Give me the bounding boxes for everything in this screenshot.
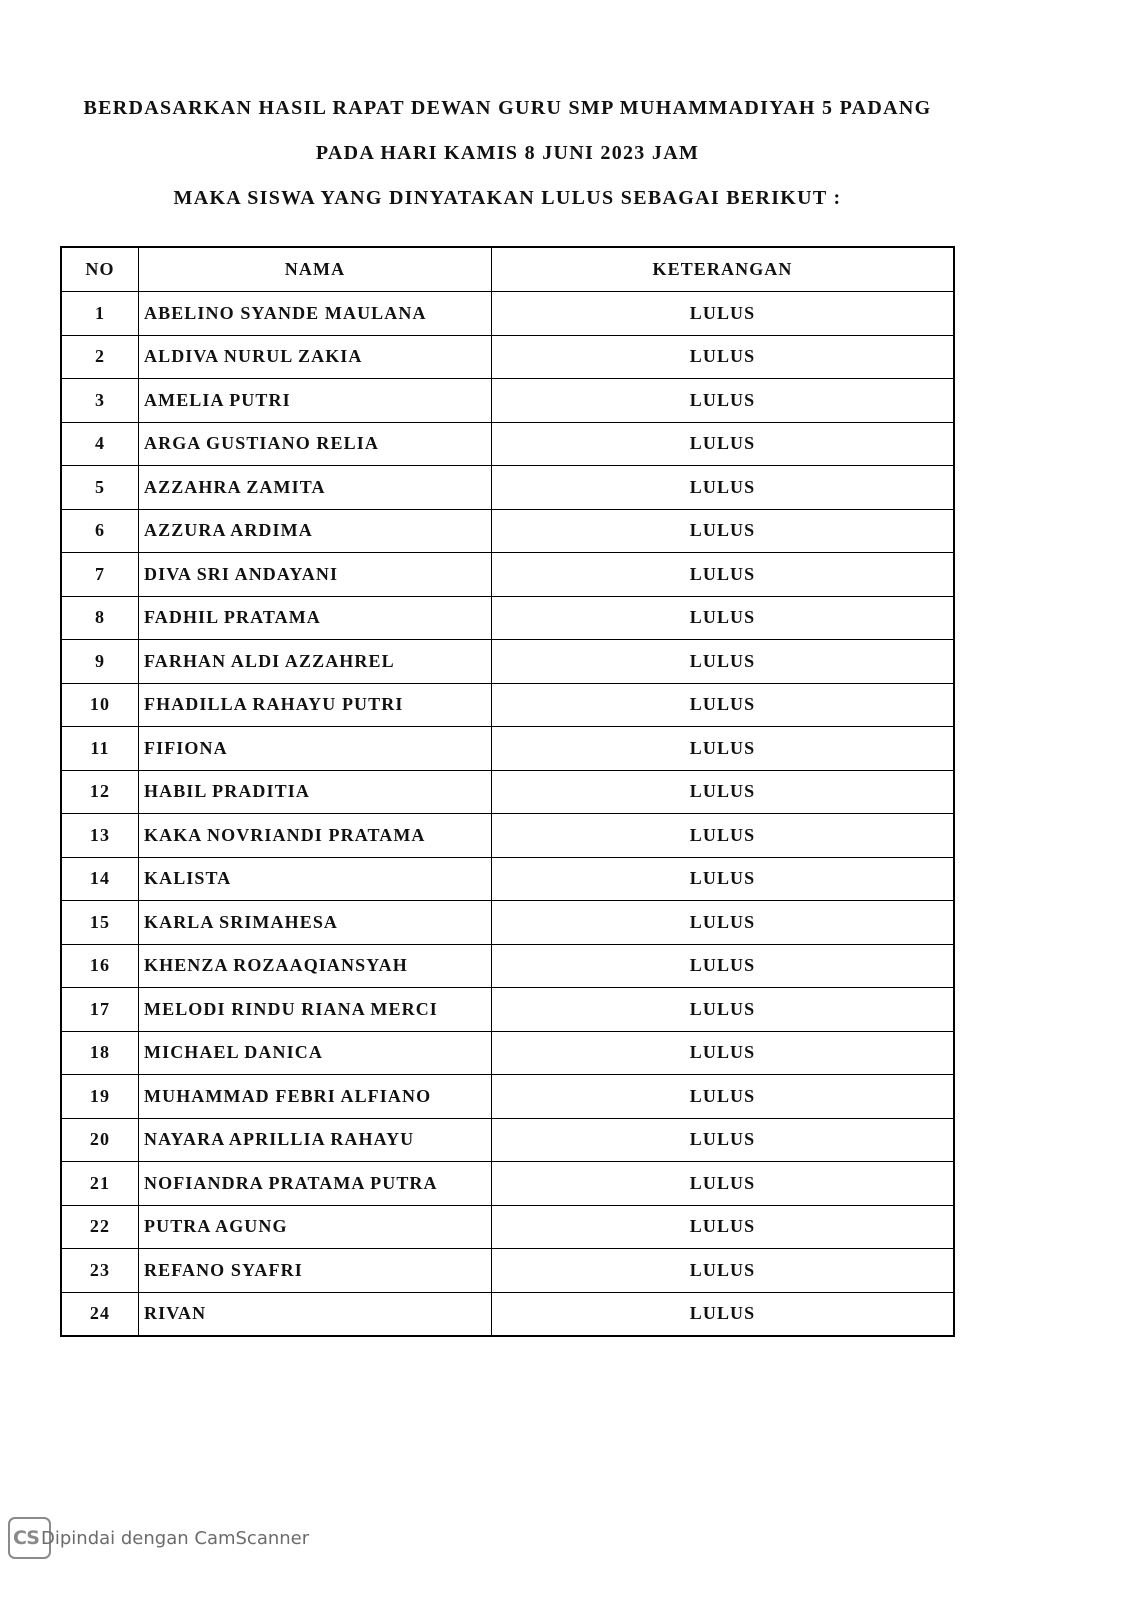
student-name: REFANO SYAFRI bbox=[139, 1249, 492, 1293]
header-nama: NAMA bbox=[139, 247, 492, 292]
table-row bbox=[61, 640, 954, 684]
status-cell: LULUS bbox=[492, 466, 955, 510]
table-row bbox=[61, 335, 954, 379]
header-no: NO bbox=[61, 247, 139, 292]
student-name: KAKA NOVRIANDI PRATAMA bbox=[139, 814, 492, 858]
heading-line-3: MAKA SISWA YANG DINYATAKAN LULUS SEBAGAI BERIKUT : bbox=[173, 187, 842, 209]
graduation-table-container bbox=[60, 246, 955, 1337]
student-name: MUHAMMAD FEBRI ALFIANO bbox=[139, 1075, 492, 1119]
row-number: 1 bbox=[61, 292, 139, 336]
status-cell: LULUS bbox=[492, 509, 955, 553]
student-name: FARHAN ALDI AZZAHREL bbox=[139, 640, 492, 684]
status-cell: LULUS bbox=[492, 422, 955, 466]
row-number: 14 bbox=[61, 857, 139, 901]
row-number: 8 bbox=[61, 596, 139, 640]
row-number: 6 bbox=[61, 509, 139, 553]
row-number: 18 bbox=[61, 1031, 139, 1075]
row-number: 11 bbox=[61, 727, 139, 771]
table-row bbox=[61, 1249, 954, 1293]
student-name: AZZURA ARDIMA bbox=[139, 509, 492, 553]
student-name: NAYARA APRILLIA RAHAYU bbox=[139, 1118, 492, 1162]
student-name: KALISTA bbox=[139, 857, 492, 901]
row-number: 22 bbox=[61, 1205, 139, 1249]
row-number: 12 bbox=[61, 770, 139, 814]
student-name: FHADILLA RAHAYU PUTRI bbox=[139, 683, 492, 727]
table-row bbox=[61, 727, 954, 771]
status-cell: LULUS bbox=[492, 1118, 955, 1162]
status-cell: LULUS bbox=[492, 857, 955, 901]
row-number: 15 bbox=[61, 901, 139, 945]
status-cell: LULUS bbox=[492, 814, 955, 858]
row-number: 20 bbox=[61, 1118, 139, 1162]
table-row bbox=[61, 509, 954, 553]
status-cell: LULUS bbox=[492, 553, 955, 597]
row-number: 19 bbox=[61, 1075, 139, 1119]
status-cell: LULUS bbox=[492, 1249, 955, 1293]
table-row bbox=[61, 1075, 954, 1119]
graduation-table bbox=[60, 246, 955, 1337]
status-cell: LULUS bbox=[492, 1031, 955, 1075]
student-name: MELODI RINDU RIANA MERCI bbox=[139, 988, 492, 1032]
student-name: AZZAHRA ZAMITA bbox=[139, 466, 492, 510]
student-name: PUTRA AGUNG bbox=[139, 1205, 492, 1249]
table-row bbox=[61, 770, 954, 814]
student-name: FADHIL PRATAMA bbox=[139, 596, 492, 640]
student-name: FIFIONA bbox=[139, 727, 492, 771]
student-name: DIVA SRI ANDAYANI bbox=[139, 553, 492, 597]
table-row bbox=[61, 1292, 954, 1336]
table-header-row bbox=[61, 247, 954, 292]
table-row bbox=[61, 988, 954, 1032]
student-name: ALDIVA NURUL ZAKIA bbox=[139, 335, 492, 379]
status-cell: LULUS bbox=[492, 1162, 955, 1206]
status-cell: LULUS bbox=[492, 683, 955, 727]
student-name: KHENZA ROZAAQIANSYAH bbox=[139, 944, 492, 988]
status-cell: LULUS bbox=[492, 770, 955, 814]
student-name: ABELINO SYANDE MAULANA bbox=[139, 292, 492, 336]
camscanner-logo-icon: CS bbox=[8, 1517, 51, 1559]
table-row bbox=[61, 857, 954, 901]
row-number: 2 bbox=[61, 335, 139, 379]
heading-line-2: PADA HARI KAMIS 8 JUNI 2023 JAM bbox=[315, 142, 700, 164]
row-number: 4 bbox=[61, 422, 139, 466]
status-cell: LULUS bbox=[492, 1205, 955, 1249]
header-keterangan: KETERANGAN bbox=[492, 247, 955, 292]
row-number: 23 bbox=[61, 1249, 139, 1293]
row-number: 13 bbox=[61, 814, 139, 858]
table-row bbox=[61, 683, 954, 727]
table-row bbox=[61, 901, 954, 945]
table-row bbox=[61, 466, 954, 510]
status-cell: LULUS bbox=[492, 1075, 955, 1119]
status-cell: LULUS bbox=[492, 988, 955, 1032]
table-row bbox=[61, 379, 954, 423]
student-name: ARGA GUSTIANO RELIA bbox=[139, 422, 492, 466]
status-cell: LULUS bbox=[492, 379, 955, 423]
status-cell: LULUS bbox=[492, 901, 955, 945]
row-number: 24 bbox=[61, 1292, 139, 1336]
table-row bbox=[61, 596, 954, 640]
status-cell: LULUS bbox=[492, 1292, 955, 1336]
status-cell: LULUS bbox=[492, 596, 955, 640]
row-number: 7 bbox=[61, 553, 139, 597]
row-number: 16 bbox=[61, 944, 139, 988]
row-number: 3 bbox=[61, 379, 139, 423]
student-name: KARLA SRIMAHESA bbox=[139, 901, 492, 945]
row-number: 5 bbox=[61, 466, 139, 510]
status-cell: LULUS bbox=[492, 292, 955, 336]
row-number: 10 bbox=[61, 683, 139, 727]
scanner-watermark-text: Dipindai dengan CamScanner bbox=[41, 1528, 310, 1549]
row-number: 17 bbox=[61, 988, 139, 1032]
student-name: MICHAEL DANICA bbox=[139, 1031, 492, 1075]
table-row bbox=[61, 1031, 954, 1075]
status-cell: LULUS bbox=[492, 944, 955, 988]
status-cell: LULUS bbox=[492, 727, 955, 771]
table-row bbox=[61, 422, 954, 466]
table-row bbox=[61, 1162, 954, 1206]
table-row bbox=[61, 553, 954, 597]
student-name: AMELIA PUTRI bbox=[139, 379, 492, 423]
table-row bbox=[61, 1118, 954, 1162]
student-name: RIVAN bbox=[139, 1292, 492, 1336]
student-name: NOFIANDRA PRATAMA PUTRA bbox=[139, 1162, 492, 1206]
row-number: 9 bbox=[61, 640, 139, 684]
heading-line-1: BERDASARKAN HASIL RAPAT DEWAN GURU SMP MUHAMMADIYAH 5 PADANG bbox=[83, 97, 932, 119]
table-row bbox=[61, 814, 954, 858]
table-row bbox=[61, 944, 954, 988]
status-cell: LULUS bbox=[492, 335, 955, 379]
table-body bbox=[61, 292, 954, 1337]
row-number: 21 bbox=[61, 1162, 139, 1206]
student-name: HABIL PRADITIA bbox=[139, 770, 492, 814]
table-row bbox=[61, 292, 954, 336]
status-cell: LULUS bbox=[492, 640, 955, 684]
table-row bbox=[61, 1205, 954, 1249]
